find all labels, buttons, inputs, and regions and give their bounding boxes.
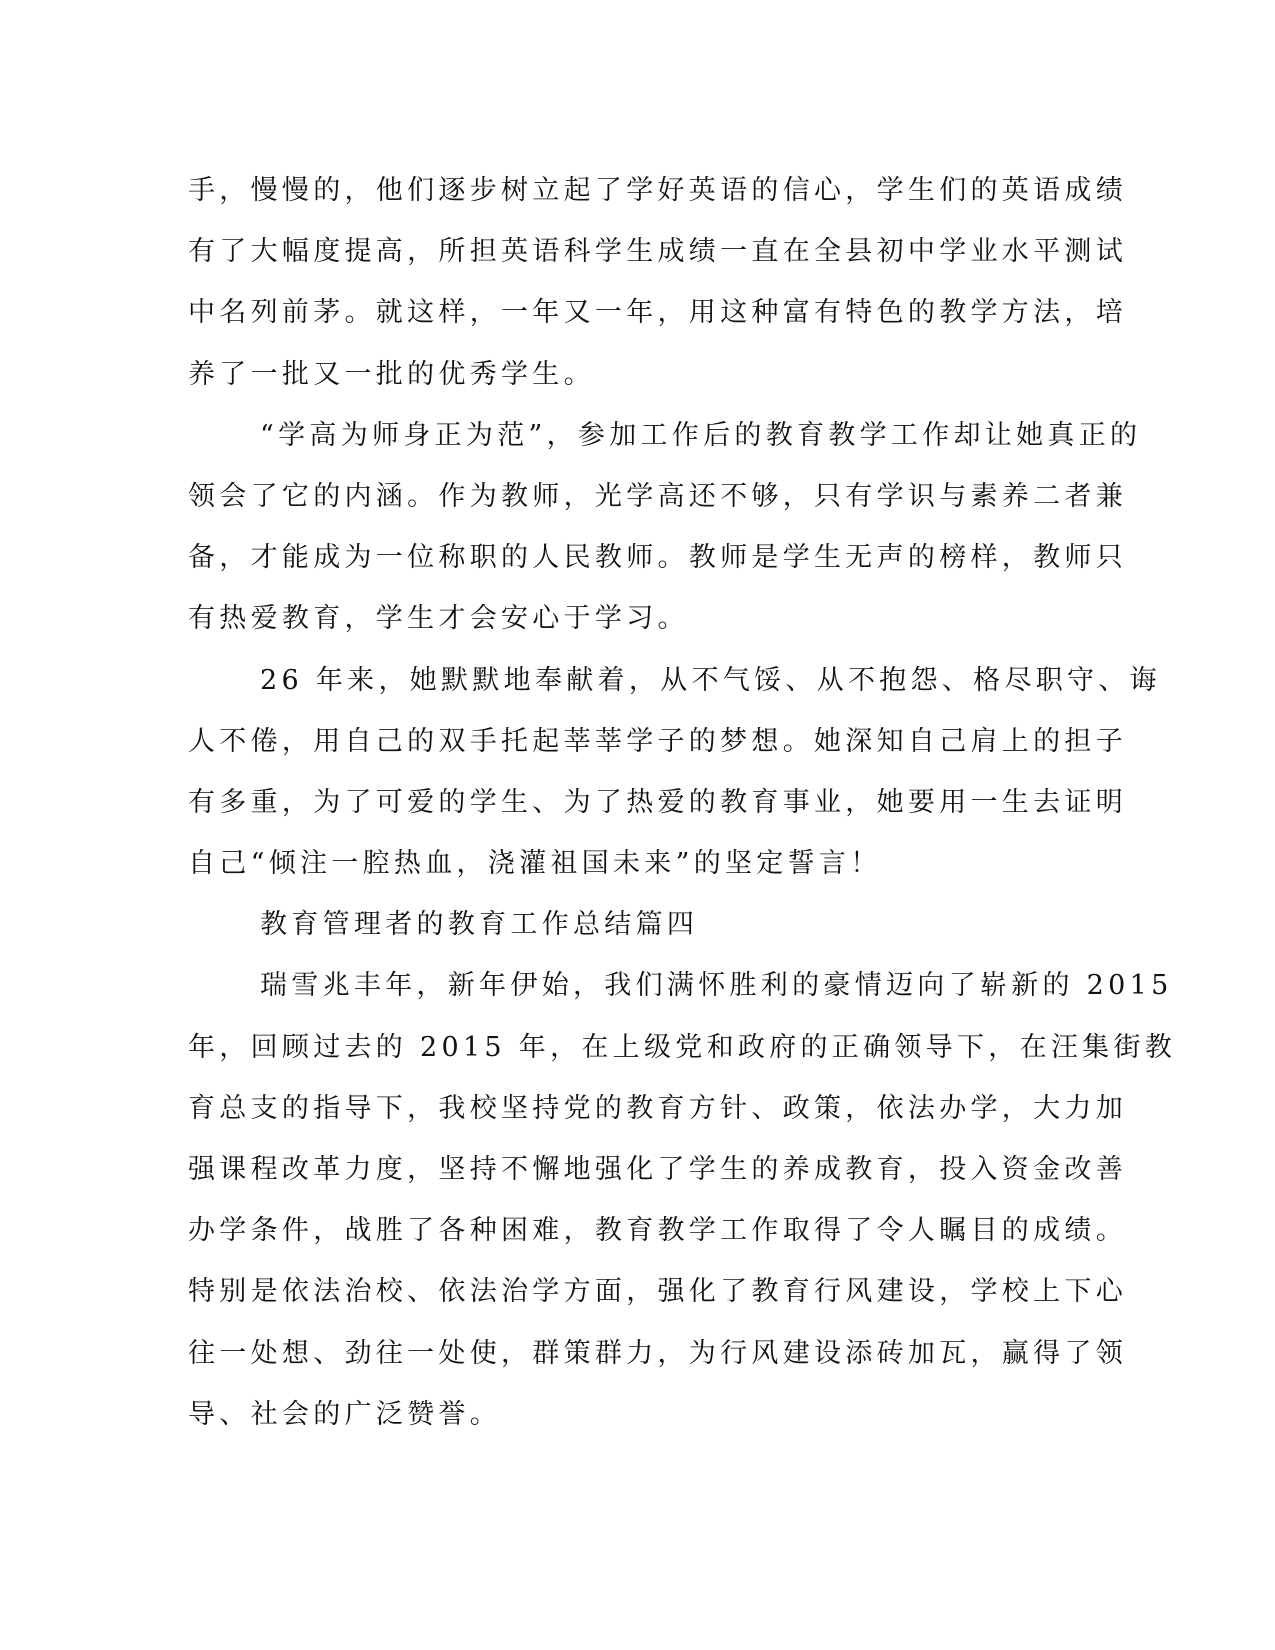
text-line: 年，回顾过去的 2015 年，在上级党和政府的正确领导下，在汪集街教 xyxy=(188,1031,1177,1063)
text-line: 导、社会的广泛赞誉。 xyxy=(188,1398,501,1430)
text-line: 备，才能成为一位称职的人民教师。教师是学生无声的榜样，教师只 xyxy=(188,542,1127,574)
text-line: 有多重，为了可爱的学生、为了热爱的教育事业，她要用一生去证明 xyxy=(188,786,1127,818)
text-line: 手，慢慢的，他们逐步树立起了学好英语的信心，学生们的英语成绩 xyxy=(188,175,1127,206)
text-line: 特别是依法治校、依法治学方面，强化了教育行风建设，学校上下心 xyxy=(188,1276,1127,1308)
text-line: 办学条件，战胜了各种困难，教育教学工作取得了令人瞩目的成绩。 xyxy=(188,1215,1127,1247)
text-line: “学高为师身正为范”，参加工作后的教育教学工作却让她真正的 xyxy=(260,419,1142,451)
text-line: 领会了它的内涵。作为教师，光学高还不够，只有学识与素养二者兼 xyxy=(188,480,1127,512)
text-line: 养了一批又一批的优秀学生。 xyxy=(188,358,595,390)
document-body xyxy=(188,160,1177,1445)
text-line: 中名列前茅。就这样，一年又一年，用这种富有特色的教学方法，培 xyxy=(188,297,1127,329)
text-line: 有了大幅度提高，所担英语科学生成绩一直在全县初中学业水平测试 xyxy=(188,236,1127,268)
text-line: 自己“倾注一腔热血，浇灌祖国未来”的坚定誓言！ xyxy=(188,848,882,880)
section-heading: 教育管理者的教育工作总结篇四 xyxy=(260,909,699,941)
text-line: 瑞雪兆丰年，新年伊始，我们满怀胜利的豪情迈向了崭新的 2015 xyxy=(260,970,1173,1002)
text-line: 育总支的指导下，我校坚持党的教育方针、政策，依法办学，大力加 xyxy=(188,1092,1127,1124)
text-line: 人不倦，用自己的双手托起莘莘学子的梦想。她深知自己肩上的担子 xyxy=(188,725,1127,757)
text-line: 强课程改革力度，坚持不懈地强化了学生的养成教育，投入资金改善 xyxy=(188,1154,1127,1185)
text-line: 往一处想、劲往一处使，群策群力，为行风建设添砖加瓦，赢得了领 xyxy=(188,1337,1127,1369)
text-line: 26 年来，她默默地奉献着，从不气馁、从不抱怨、格尽职守、诲 xyxy=(260,664,1161,696)
text-line: 有热爱教育，学生才会安心于学习。 xyxy=(188,603,689,635)
